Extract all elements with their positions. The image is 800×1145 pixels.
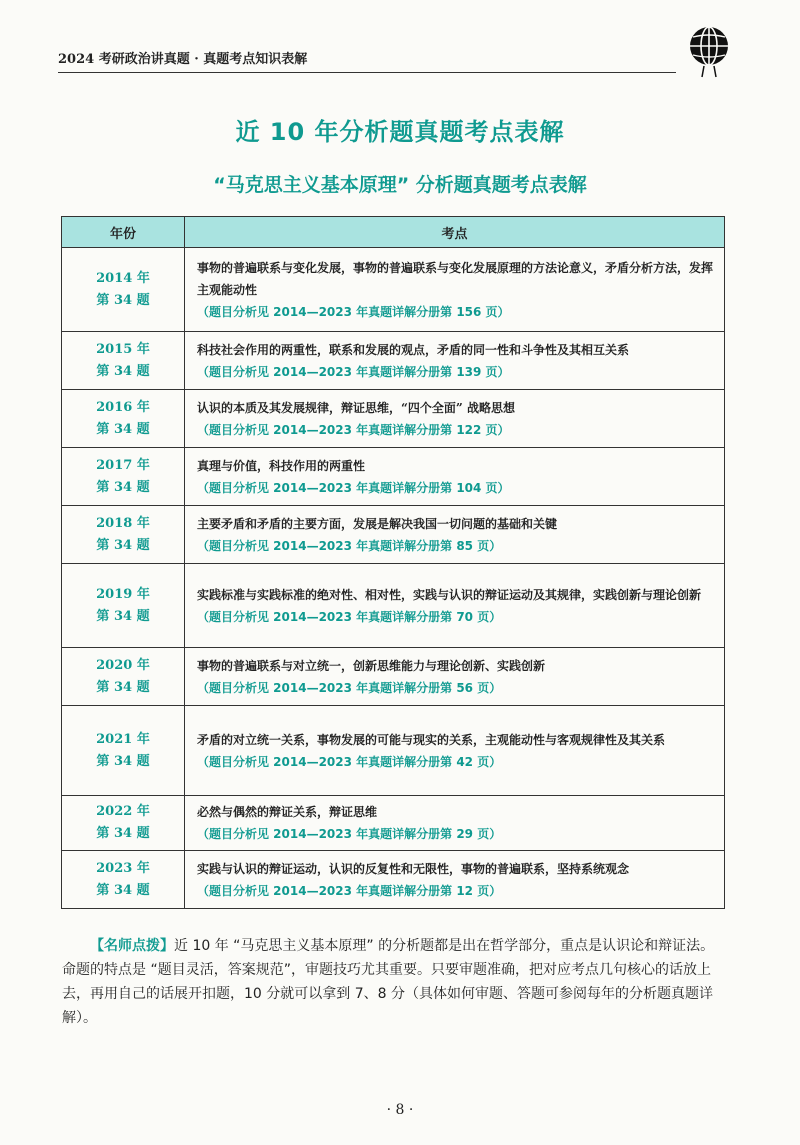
table-row xyxy=(62,648,725,706)
point-text: 科技社会作用的两重性，联系和发展的观点，矛盾的同一性和斗争性及其相互关系 xyxy=(197,342,630,357)
page-reference: （题目分析见 2014—2023 年真题详解分册第 29 页） xyxy=(197,827,502,841)
page-reference: （题目分析见 2014—2023 年真题详解分册第 70 页） xyxy=(197,609,502,624)
column-header-point: 考点 xyxy=(185,217,725,248)
point-text: 矛盾的对立统一关系，事物发展的可能与现实的关系，主观能动性与客观规律性及其关系 xyxy=(197,732,666,747)
table-row xyxy=(62,332,725,390)
point-text: 实践标准与实践标准的绝对性、相对性，实践与认识的辩证运动及其规律，实践创新与理论创新 xyxy=(197,587,702,602)
running-header: 2024 考研政治讲真题 · 真题考点知识表解 xyxy=(58,52,308,67)
year-label: 2019 年 xyxy=(96,586,150,602)
year-cell xyxy=(62,390,185,448)
year-cell xyxy=(62,648,185,706)
year-cell xyxy=(62,706,185,796)
point-text: 事物的普遍联系与变化发展，事物的普遍联系与变化发展原理的方法论意义，矛盾分析方法，发挥主观能动性 xyxy=(197,260,714,297)
point-cell xyxy=(185,564,725,648)
year-cell xyxy=(62,332,185,390)
page-reference: （题目分析见 2014—2023 年真题详解分册第 85 页） xyxy=(197,538,502,553)
year-label: 2014 年 xyxy=(96,270,150,286)
globe-icon xyxy=(684,24,734,78)
page-reference: （题目分析见 2014—2023 年真题详解分册第 104 页） xyxy=(197,480,510,495)
tips-text: 近 10 年 “马克思主义基本原理” 的分析题都是出在哲学部分，重点是认识论和辩证法。命题的特点是 “题目灵活，答案规范”，审题技巧尤其重要。只要审题准确，把对应考点几句核心的话放上去，再用自己的话展开扣题，10 分就可以拿到 7、8 分（具体如何审题、答题可参阅每年的分析题真题详解）。 xyxy=(62,938,715,1026)
column-header-year: 年份 xyxy=(62,217,185,248)
year-label: 2020 年 xyxy=(96,657,150,673)
point-text: 认识的本质及其发展规律，辩证思维，“四个全面” 战略思想 xyxy=(197,400,515,415)
question-label: 第 34 题 xyxy=(96,421,150,437)
page-number: · 8 · xyxy=(386,1102,414,1118)
page-reference: （题目分析见 2014—2023 年真题详解分册第 156 页） xyxy=(197,304,510,319)
point-cell xyxy=(185,796,725,851)
table-row xyxy=(62,851,725,909)
page-title: 近 10 年分析题真题考点表解 xyxy=(235,118,565,146)
point-cell xyxy=(185,706,725,796)
point-text: 真理与价值，科技作用的两重性 xyxy=(197,458,366,473)
question-label: 第 34 题 xyxy=(96,753,150,769)
point-text: 事物的普遍联系与对立统一，创新思维能力与理论创新、实践创新 xyxy=(197,658,546,673)
point-cell xyxy=(185,448,725,506)
question-label: 第 34 题 xyxy=(96,679,150,695)
point-text: 实践与认识的辩证运动，认识的反复性和无限性，事物的普遍联系，坚持系统观念 xyxy=(197,861,630,876)
year-label: 2022 年 xyxy=(96,804,150,819)
table-row xyxy=(62,506,725,564)
question-label: 第 34 题 xyxy=(96,363,150,379)
year-label: 2016 年 xyxy=(96,399,150,415)
page-reference: （题目分析见 2014—2023 年真题详解分册第 139 页） xyxy=(197,364,510,379)
year-label: 2017 年 xyxy=(96,457,150,473)
year-cell xyxy=(62,796,185,851)
question-label: 第 34 题 xyxy=(96,826,150,841)
year-cell xyxy=(62,448,185,506)
point-cell xyxy=(185,248,725,332)
page-reference: （题目分析见 2014—2023 年真题详解分册第 42 页） xyxy=(197,754,502,769)
exam-points-table xyxy=(61,216,725,909)
point-cell xyxy=(185,506,725,564)
teacher-tips xyxy=(62,934,726,1030)
question-label: 第 34 题 xyxy=(96,608,150,624)
point-cell xyxy=(185,390,725,448)
point-text: 必然与偶然的辩证关系，辩证思维 xyxy=(197,805,378,819)
question-label: 第 34 题 xyxy=(96,537,150,553)
point-cell xyxy=(185,648,725,706)
table-row xyxy=(62,448,725,506)
section-title: “马克思主义基本原理” 分析题真题考点表解 xyxy=(213,174,587,196)
year-cell xyxy=(62,564,185,648)
table-row xyxy=(62,564,725,648)
tips-tag: 【名师点拨】 xyxy=(90,938,174,954)
table-row xyxy=(62,796,725,851)
page-reference: （题目分析见 2014—2023 年真题详解分册第 12 页） xyxy=(197,883,502,898)
question-label: 第 34 题 xyxy=(96,882,150,898)
question-label: 第 34 题 xyxy=(96,292,150,308)
point-cell xyxy=(185,332,725,390)
year-label: 2018 年 xyxy=(96,515,150,531)
page-reference: （题目分析见 2014—2023 年真题详解分册第 122 页） xyxy=(197,422,510,437)
header-divider xyxy=(58,72,676,73)
year-label: 2021 年 xyxy=(96,731,150,747)
question-label: 第 34 题 xyxy=(96,479,150,495)
table-row xyxy=(62,390,725,448)
year-label: 2023 年 xyxy=(96,860,150,876)
page-reference: （题目分析见 2014—2023 年真题详解分册第 56 页） xyxy=(197,680,502,695)
point-cell xyxy=(185,851,725,909)
year-label: 2015 年 xyxy=(96,341,150,357)
point-text: 主要矛盾和矛盾的主要方面，发展是解决我国一切问题的基础和关键 xyxy=(197,516,558,531)
table-row xyxy=(62,248,725,332)
year-cell xyxy=(62,851,185,909)
year-cell xyxy=(62,248,185,332)
table-header-row xyxy=(62,217,725,248)
table-row xyxy=(62,706,725,796)
year-cell xyxy=(62,506,185,564)
